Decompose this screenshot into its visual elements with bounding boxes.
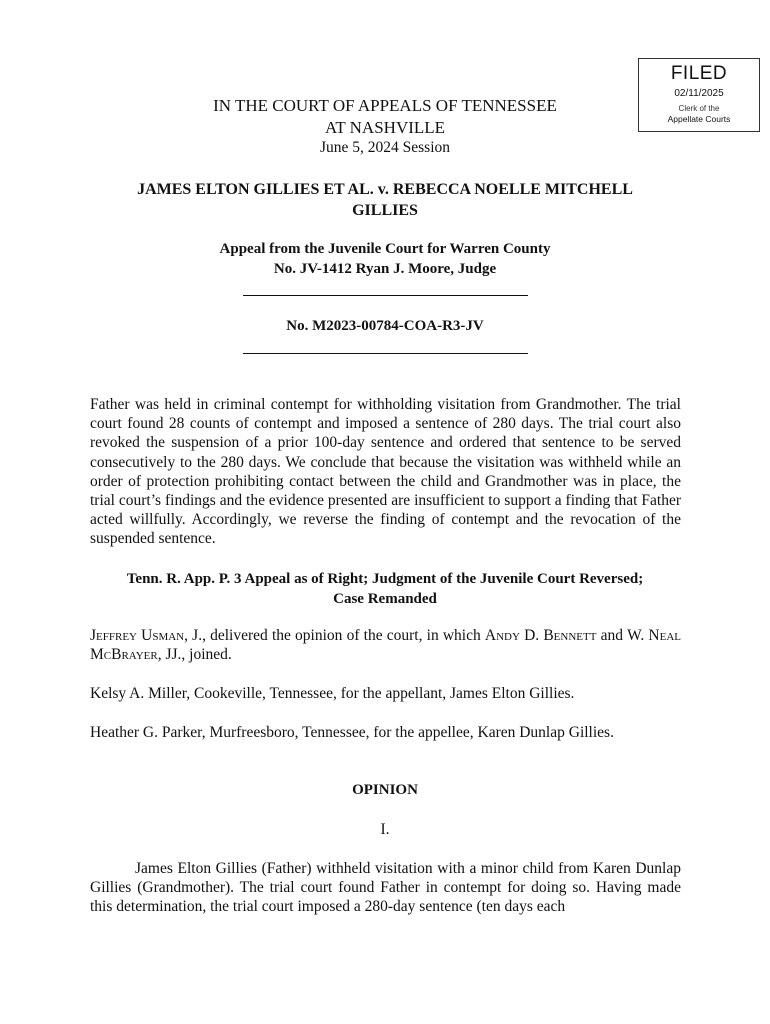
disposition-line2: Case Remanded: [333, 591, 437, 607]
judge-bennett: Andy D. Bennett: [484, 627, 597, 644]
case-caption-line1: JAMES ELTON GILLIES ET AL. v. REBECCA NOELLE MITCHELL: [137, 181, 633, 198]
judge-usman: Jeffrey Usman: [90, 627, 185, 644]
case-caption-line2: GILLIES: [352, 202, 418, 219]
divider-top: [243, 295, 528, 296]
filed-date: 02/11/2025: [674, 88, 724, 99]
judge-mcbrayer: W. Neal McBrayer: [90, 627, 681, 664]
session-date: June 5, 2024 Session: [319, 139, 451, 156]
trial-docket-judge: No. JV-1412 Ryan J. Moore, Judge: [273, 261, 497, 277]
section-number: I.: [380, 821, 390, 838]
opinion-heading: OPINION: [352, 782, 418, 798]
court-location: AT NASHVILLE: [324, 118, 446, 137]
authorship-text2: and: [596, 627, 628, 644]
divider-bottom: [243, 353, 528, 354]
authorship-text3: , JJ., joined.: [157, 646, 232, 664]
clerk-label: Clerk of the: [678, 104, 720, 113]
court-name: IN THE COURT OF APPEALS OF TENNESSEE: [213, 96, 557, 115]
disposition-line1: Tenn. R. App. P. 3 Appeal as of Right; Judgment of the Juvenile Court Reversed;: [126, 571, 644, 587]
opinion-paragraph: James Elton Gillies (Father) withheld visitation with a minor child from Karen Dunlap Gillies (Grandmother). The trial court found Father in contempt for doing so. Having made this determination, the trial court imposed a 280-day sentence (ten days each: [90, 860, 681, 916]
appeal-from: Appeal from the Juvenile Court for Warren County: [219, 241, 551, 257]
case-summary: Father was held in criminal contempt for withholding visitation from Grandmother. The trial court found 28 counts of contempt and imposed a sentence of 280 days. The trial court also revoked the suspension of a prior 100-day sentence and ordered that sentence to be served consecutively to the 280 days. We conclude that because the visitation was withheld while an order of protection prohibiting contact between the child and Grandmother was in place, the trial court’s findings and the evidence presented are insufficient to support a finding that Father acted willfully. Accordingly, we reverse the finding of contempt and the revocation of the suspended sentence.: [90, 396, 681, 548]
authorship-text1: , J., delivered the opinion of the court, in which: [184, 627, 485, 644]
docket-number: No. M2023-00784-COA-R3-JV: [286, 318, 484, 334]
authorship: [90, 626, 681, 664]
filed-label: FILED: [670, 63, 728, 84]
appellate-courts-label: Appellate Courts: [667, 114, 731, 124]
counsel-appellee: Heather G. Parker, Murfreesboro, Tennessee, for the appellee, Karen Dunlap Gillies.: [90, 724, 614, 741]
counsel-appellant: Kelsy A. Miller, Cookeville, Tennessee, for the appellant, James Elton Gillies.: [90, 685, 575, 702]
